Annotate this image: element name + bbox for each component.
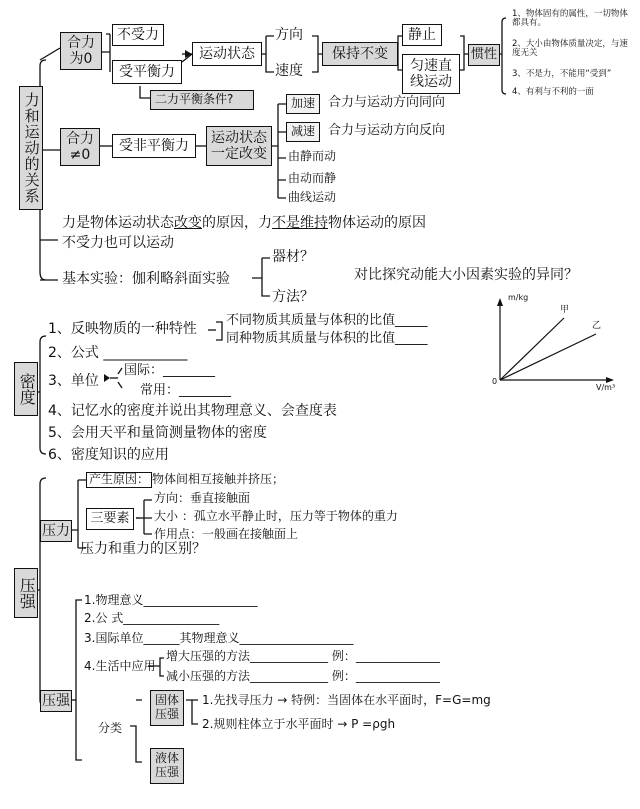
cause-line: 产生原因： 物体间相互接触并挤压；: [86, 472, 284, 488]
net-nonzero-box: 合力≠0: [60, 128, 100, 166]
liquid-pressure-box: 液体压强: [150, 748, 184, 784]
state-changes-box: 运动状态一定改变: [206, 126, 272, 166]
accelerate-desc: 合力与运动方向同向: [328, 95, 446, 110]
force-cause-line: 力是物体运动状态改变的原因，力不是维持物体运动的原因: [62, 215, 426, 231]
pressure-section-box: 压强: [40, 690, 72, 712]
graph-y-label: m/kg: [508, 293, 529, 302]
density-graph: [497, 298, 614, 383]
increase-pressure: 增大压强的方法_____________ 例：______________: [166, 649, 440, 663]
decelerate-box: 减速: [286, 122, 320, 142]
density-item-5: 5、会用天平和量筒测量物体的密度: [48, 425, 267, 441]
pressure-force-box: 压力: [40, 520, 72, 542]
compare-question: 对比探究动能大小因素实验的异同？: [354, 267, 578, 283]
formula: 2.公 式________________: [84, 611, 220, 625]
net-zero-box: 合力为0: [60, 32, 102, 70]
inertia-note-4: 4、有利与不利的一面: [512, 87, 594, 97]
title-force-motion: 力和运动的关系: [19, 86, 43, 210]
inertia-note-3: 3、不是力，不能用“受到”: [512, 69, 612, 79]
graph-origin: 0: [492, 377, 498, 386]
density-item-1: 1、反映物质的一种特性: [48, 321, 197, 337]
life-application: 4.生活中应用: [84, 659, 156, 673]
density-item-2: 2、公式 ____________: [48, 345, 188, 361]
intl-unit: 国际：________: [124, 363, 216, 378]
graph-line-a-label: 甲: [560, 305, 570, 315]
force-point: 作用点：一般画在接触面上: [154, 527, 299, 541]
solid-step-2: 2.规则柱体立于水平面时 → P =ρgh: [202, 717, 396, 731]
accelerate-box: 加速: [286, 94, 320, 114]
inertia-note-2: 2、大小由物体质量决定，与速度无关: [512, 39, 628, 59]
three-elements-box: 三要素: [86, 508, 134, 530]
speed-label: 速度: [275, 63, 303, 79]
intl-unit-pressure: 3.国际单位______其物理意义___________________: [84, 631, 354, 645]
solid-pressure-box: 固体压强: [150, 690, 184, 726]
classify-label: 分类: [98, 721, 123, 735]
pressure-gravity-diff: 压力和重力的区别？: [80, 541, 206, 557]
density-item-4: 4、记忆水的密度并说出其物理意义、会查度表: [48, 403, 337, 419]
inertia-note-1: 1、物体固有的属性，一切物体都具有。: [512, 9, 628, 29]
balance-condition-box: 二力平衡条件?: [150, 90, 254, 110]
unbalanced-force-box: 受非平衡力: [112, 134, 196, 158]
density-item-6: 6、密度知识的应用: [48, 447, 169, 463]
no-force-move-line: 不受力也可以运动: [62, 235, 174, 251]
common-unit: 常用：________: [140, 383, 232, 398]
title-density: 密度: [14, 362, 38, 416]
uniform-motion-box: 匀速直线运动: [402, 54, 460, 94]
solid-step-1: 1.先找寻压力 → 特例：当固体在水平面时，F=G=mg: [202, 693, 491, 707]
equipment-label: 器材？: [272, 249, 314, 265]
density-item-3: 3、单位: [48, 373, 99, 389]
no-force-box: 不受力: [112, 24, 164, 46]
inertia-box: 惯性: [468, 44, 500, 66]
force-direction: 方向：垂直接触面: [154, 491, 251, 505]
same-substance-ratio: 同种物质其质量与体积的比值_____: [226, 331, 428, 346]
decelerate-desc: 合力与运动方向反向: [328, 123, 446, 138]
physical-meaning: 1.物理意义___________________: [84, 593, 258, 607]
different-substance-ratio: 不同物质其质量与体积的比值_____: [226, 313, 428, 328]
graph-line-b-label: 乙: [592, 321, 602, 331]
graph-x-label: V/m³: [596, 383, 616, 392]
curved-motion: 曲线运动: [288, 190, 337, 204]
keep-same-box: 保持不变: [322, 42, 398, 66]
rest-box: 静止: [402, 24, 442, 46]
method-label: 方法？: [272, 289, 314, 305]
experiment-label: 基本实验：伽利略斜面实验: [62, 271, 230, 287]
motion-state-box: 运动状态: [192, 42, 262, 66]
title-pressure: 压强: [14, 568, 38, 618]
force-size: 大小 ：孤立水平静止时，压力等于物体的重力: [154, 509, 398, 523]
balanced-force-box: 受平衡力: [112, 60, 182, 84]
decrease-pressure: 减小压强的方法_____________ 例：______________: [166, 669, 440, 683]
move-to-still: 由动而静: [288, 171, 337, 185]
still-to-move: 由静而动: [288, 149, 337, 163]
direction-label: 方向: [275, 27, 303, 43]
